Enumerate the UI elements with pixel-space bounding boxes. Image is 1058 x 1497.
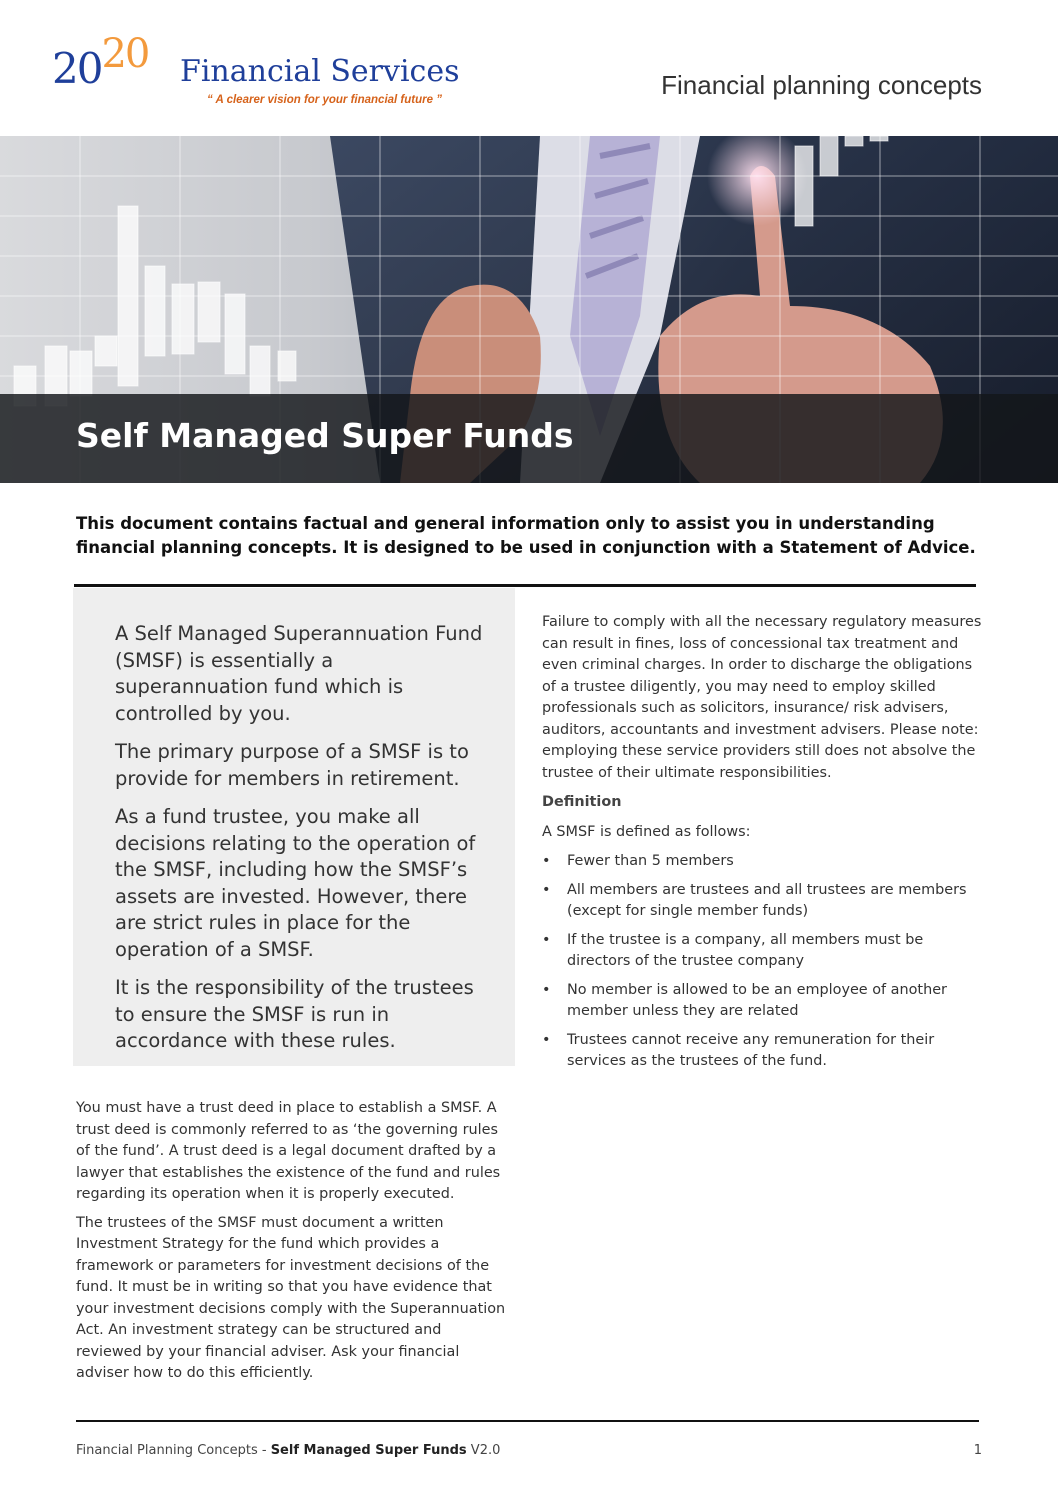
definition-intro: A SMSF is defined as follows: [542, 823, 751, 840]
page-number: 1 [973, 1443, 982, 1458]
bullet-icon: • [542, 881, 551, 898]
body-paragraph: Failure to comply with all the necessary regulatory measures can result in fines, loss of concessional tax treatment and even criminal charges. In order to discharge the obligations of a trustee diligently, you may need to employ skilled professionals such as solicitors, insurance/ risk advisers, auditors, accountants and investment advisers. Please note: employing these service providers still does not absolve the trustee of their ultimate responsibilities. [542, 614, 982, 781]
definition-list [542, 851, 982, 1073]
bullet-icon: • [542, 981, 551, 998]
definition-heading: Definition [542, 794, 622, 810]
callout-paragraph: The primary purpose of a SMSF is to provide for members in retirement. [115, 740, 469, 790]
logo-name: Financial Services [180, 54, 460, 89]
company-logo [52, 31, 492, 110]
footer-text: Financial Planning Concepts - Self Managed Super Funds V2.0 [76, 1443, 501, 1458]
callout-paragraph: A Self Managed Superannuation Fund (SMSF) is essentially a superannuation fund which is controlled by you. [115, 622, 483, 725]
list-item: • All members are trustees and all trustees are members (except for single member funds) [542, 881, 967, 919]
callout-paragraph: As a fund trustee, you make all decisions relating to the operation of the SMSF, including how the SMSF’s assets are invested. However, there are strict rules in place for the operation of a SMSF. [115, 805, 476, 961]
list-item: • If the trustee is a company, all members must be directors of the trustee company [542, 931, 924, 969]
callout-box [73, 588, 515, 1066]
divider [74, 584, 976, 587]
list-item: • Trustees cannot receive any remuneration for their services as the trustees of the fund. [542, 1031, 935, 1069]
right-column [542, 612, 982, 1080]
callout-paragraph: It is the responsibility of the trustees to ensure the SMSF is run in accordance with these rules. [115, 976, 474, 1052]
bullet-icon: • [542, 931, 551, 948]
page-title: Self Managed Super Funds [76, 416, 574, 455]
hero-banner [0, 136, 1058, 483]
logo-number: 2020 [52, 31, 149, 93]
body-paragraph: The trustees of the SMSF must document a written Investment Strategy for the fund which provides a framework or parameters for investment decisions of the fund. It must be in writing so that you have evidence that your investment decisions comply with the Superannuation Act. An investment strategy can be structured and reviewed by your financial adviser. Ask your financial adviser how to do this efficiently. [76, 1214, 506, 1381]
left-column [76, 1098, 506, 1392]
list-item: • Fewer than 5 members [542, 851, 982, 873]
intro-disclaimer: This document contains factual and general information only to assist you in understanding financial planning concepts. It is designed to be used in conjunction with a Statement of Advice. [76, 514, 976, 557]
document-type: Financial planning concepts [661, 70, 982, 100]
bullet-icon: • [542, 1031, 551, 1048]
bullet-icon: • [542, 853, 551, 869]
list-item: • No member is allowed to be an employee of another member unless they are related [542, 981, 947, 1019]
footer-title: Self Managed Super Funds [270, 1443, 467, 1458]
logo-tagline: “ A clearer vision for your financial future ” [207, 94, 442, 106]
body-paragraph: You must have a trust deed in place to establish a SMSF. A trust deed is commonly referred to as ‘the governing rules of the fund’. A trust deed is a legal document drafted by a lawyer that establishes the existence of the fund and rules regarding its operation when it is properly executed. [76, 1100, 501, 1202]
footer-divider [76, 1420, 979, 1422]
